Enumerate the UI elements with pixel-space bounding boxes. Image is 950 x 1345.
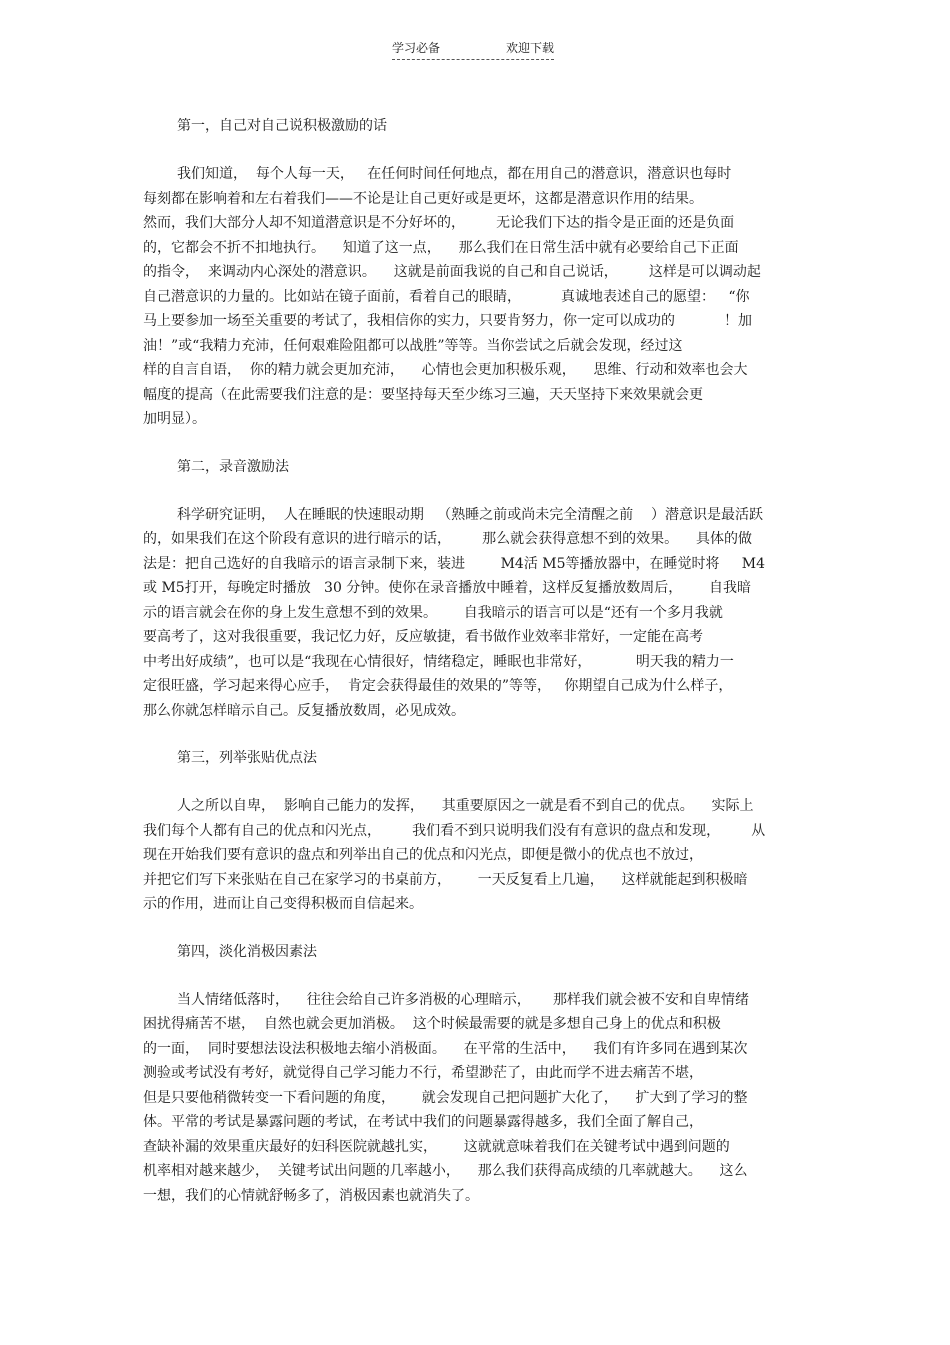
- paragraph-line: 油！”或“我精力充沛，任何艰难险阻都可以战胜”等等。当你尝试之后就会发现，经过这: [143, 337, 683, 354]
- page-header: [392, 41, 554, 60]
- paragraph-line: 的指令， 来调动内心深处的潜意识。 这就是前面我说的自己和自己说话， 这样是可以调动起: [143, 264, 761, 280]
- paragraph-line: 一想，我们的心情就舒畅多了，消极因素也就消失了。: [143, 1187, 479, 1204]
- paragraph-line: 人之所以自卑， 影响自己能力的发挥， 其重要原因之一就是看不到自己的优点。 实际上: [177, 798, 754, 814]
- paragraph-line: 我们每个人都有自己的优点和闪光点， 我们看不到只说明我们没有有意识的盘点和发现， 从: [143, 822, 766, 839]
- header-left-text: 学习必备: [392, 41, 441, 55]
- paragraph-line: 然而，我们大部分人却不知道潜意识是不分好坏的， 无论我们下达的指令是正面的还是负面: [143, 215, 735, 231]
- paragraph-line: 幅度的提高（在此需要我们注意的是：要坚持每天至少练习三遍，天天坚持下来效果就会更: [143, 386, 703, 403]
- section-paragraph-1: [143, 162, 807, 432]
- paragraph-line: 体。平常的考试是暴露问题的考试，在考试中我们的问题暴露得越多，我们全面了解自己，: [143, 1114, 703, 1130]
- paragraph-line: 机率相对越来越少， 关键考试出问题的几率越小， 那么我们获得高成绩的几率就越大。 这么: [143, 1163, 748, 1179]
- paragraph-line: 现在开始我们要有意识的盘点和列举出自己的优点和闪光点，即便是微小的优点也不放过，: [143, 847, 703, 863]
- paragraph-line: 定很旺盛，学习起来得心应手， 肯定会获得最佳的效果的”等等， 你期望自己成为什么样子，: [143, 678, 733, 694]
- paragraph-line: 测验或考试没有考好，就觉得自己学习能力不行，希望渺茫了，由此而学不进去痛苦不堪，: [143, 1065, 703, 1081]
- paragraph-line: 的，它都会不折不扣地执行。 知道了这一点， 那么我们在日常生活中就有必要给自己下正面: [143, 239, 739, 256]
- paragraph-line: 加明显）。: [143, 411, 206, 427]
- paragraph-line: 我们知道， 每个人每一天， 在任何时间任何地点，都在用自己的潜意识，潜意识也每时: [177, 166, 732, 182]
- paragraph-line: 当人情绪低落时， 往往会给自己许多消极的心理暗示， 那样我们就会被不安和自卑情绪: [177, 991, 750, 1008]
- header-right-text: 欢迎下载: [505, 41, 554, 55]
- paragraph-line: 的，如果我们在这个阶段有意识的进行暗示的话， 那么就会获得意想不到的效果。 具体的做: [143, 531, 752, 547]
- paragraph-line: 那么你就怎样暗示自己。反复播放数周，必见成效。: [143, 702, 465, 719]
- paragraph-line: 示的作用，进而让自己变得积极而自信起来。: [143, 896, 423, 912]
- paragraph-line: 科学研究证明， 人在睡眠的快速眼动期 （熟睡之前或尚未完全清醒之前 ）潜意识是最活跃: [177, 506, 764, 523]
- paragraph-line: 查缺补漏的效果重庆最好的妇科医院就越扎实， 这就就意味着我们在关键考试中遇到问题的: [143, 1138, 730, 1155]
- paragraph-line: 的一面， 同时要想法设法积极地去缩小消极面。 在平常的生活中， 我们有许多同在遇到某次: [143, 1040, 748, 1057]
- section-paragraph-3: [143, 794, 807, 917]
- paragraph-line: 要高考了，这对我很重要，我记忆力好，反应敏捷，看书做作业效率非常好，一定能在高考: [143, 629, 703, 645]
- paragraph-line: 示的语言就会在你的身上发生意想不到的效果。 自我暗示的语言可以是“还有一个多月我就: [143, 604, 723, 621]
- paragraph-line: 困扰得痛苦不堪， 自然也就会更加消极。 这个时候最需要的就是多想自己身上的优点和积极: [143, 1016, 721, 1032]
- section-heading-2: 第二，录音激励法: [177, 458, 289, 475]
- paragraph-line: 或 M5打开，每晚定时播放 30 分钟。使你在录音播放中睡着，这样反复播放数周后， 自我暗: [143, 580, 752, 596]
- section-heading-1: 第一，自己对自己说积极激励的话: [177, 118, 387, 134]
- section-paragraph-2: [143, 503, 807, 724]
- paragraph-line: 并把它们写下来张贴在自己在家学习的书桌前方， 一天反复看上几遍， 这样就能起到积极暗: [143, 871, 748, 888]
- paragraph-line: 但是只要他稍微转变一下看问题的角度， 就会发现自己把问题扩大化了， 扩大到了学习的整: [143, 1089, 748, 1106]
- section-heading-4: 第四，淡化消极因素法: [177, 943, 317, 960]
- document-body: [143, 115, 807, 1208]
- paragraph-line: 马上要参加一场至关重要的考试了，我相信你的实力，只要肯努力，你一定可以成功的 ！加: [143, 313, 752, 329]
- paragraph-line: 中考出好成绩”，也可以是“我现在心情很好，情绪稳定，睡眠也非常好， 明天我的精力一: [143, 653, 734, 670]
- section-heading-3: 第三，列举张贴优点法: [177, 750, 317, 766]
- paragraph-line: 每刻都在影响着和左右着我们——不论是让自己更好或是更坏，这都是潜意识作用的结果。: [143, 190, 703, 207]
- paragraph-line: 自己潜意识的力量的。比如站在镜子面前，看着自己的眼睛， 真诚地表述自己的愿望： “你: [143, 288, 750, 305]
- paragraph-line: 样的自言自语， 你的精力就会更加充沛， 心情也会更加积极乐观， 思维、行动和效率也会大: [143, 362, 748, 378]
- paragraph-line: 法是：把自己选好的自我暗示的语言录制下来，装进 M4活 M5等播放器中，在睡觉时将 M4: [143, 555, 766, 572]
- section-paragraph-4: [143, 988, 807, 1209]
